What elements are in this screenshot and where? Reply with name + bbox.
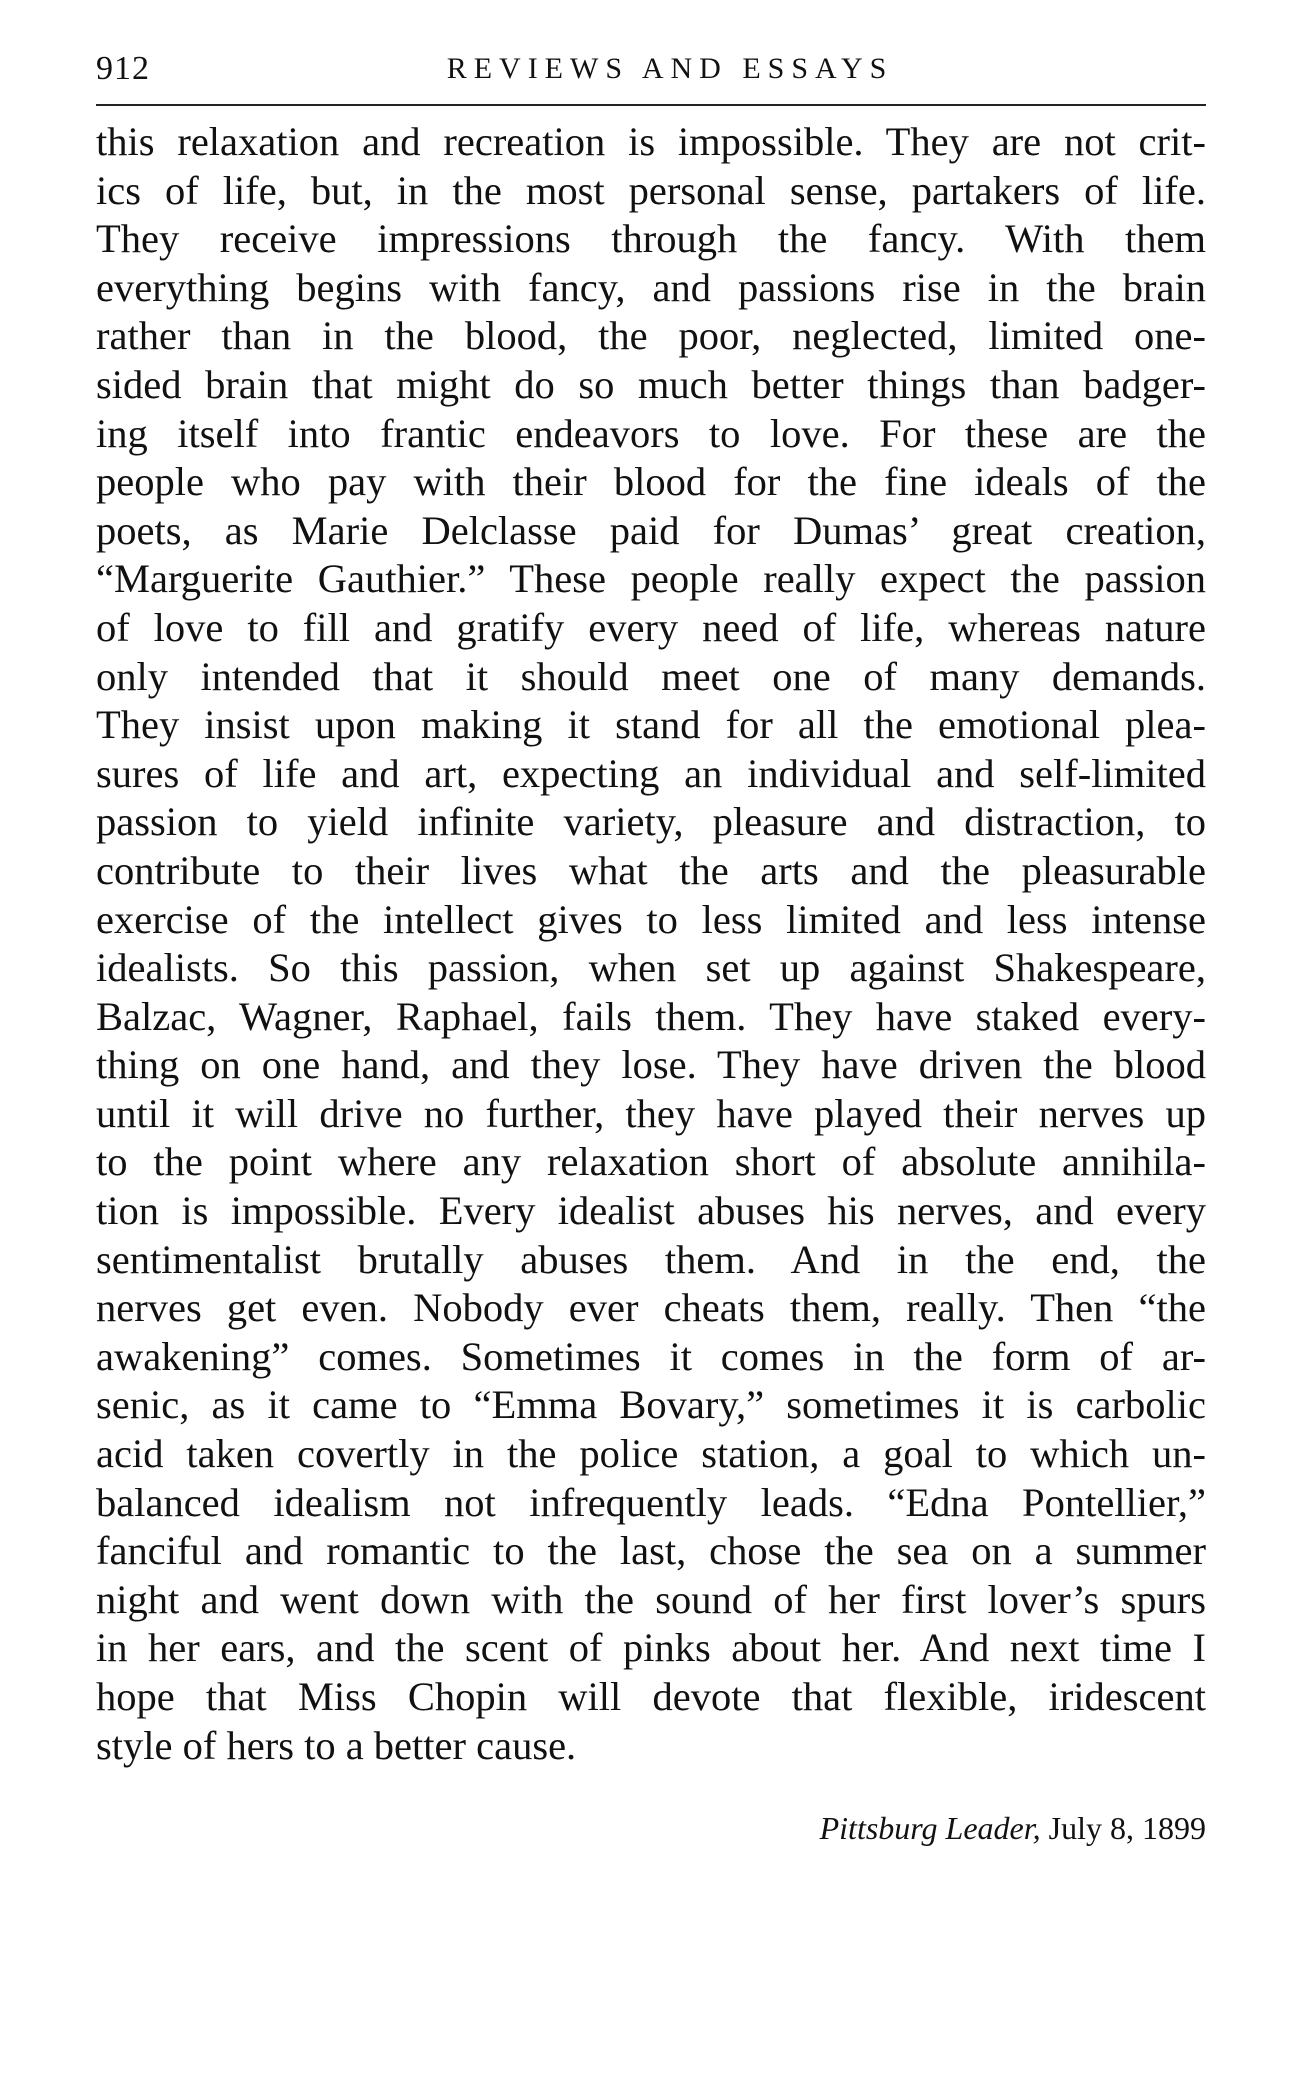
text-line: awakening” comes. Sometimes it comes in the form of ar- [96, 1333, 1206, 1379]
text-line: only intended that it should meet one of many demands. [96, 653, 1206, 699]
source-date: July 8, 1899 [1040, 1810, 1206, 1846]
text-line: of love to fill and gratify every need of life, whereas nature [96, 604, 1206, 650]
text-line: “Marguerite Gauthier.” These people really expect the passion [96, 556, 1206, 602]
text-line: exercise of the intellect gives to less limited and less intense [96, 896, 1206, 942]
text-line: rather than in the blood, the poor, neglected, limited one- [96, 313, 1206, 359]
text-line: sentimentalist brutally abuses them. And in the end, the [96, 1236, 1206, 1282]
text-line: people who pay with their blood for the fine ideals of the [96, 459, 1206, 505]
page-number: 912 [96, 50, 150, 87]
text-line: hope that Miss Chopin will devote that flexible, iridescent [96, 1674, 1206, 1719]
source-citation [820, 1810, 1206, 1847]
text-line: to the point where any relaxation short of absolute annihila- [96, 1139, 1206, 1185]
text-line: ics of life, but, in the most personal sense, partakers of life. [96, 167, 1206, 213]
text-line: poets, as Marie Delclasse paid for Dumas’ great creation, [96, 507, 1206, 553]
text-line: fanciful and romantic to the last, chose the sea on a summer [96, 1528, 1206, 1574]
text-line: contribute to their lives what the arts and the pleasurable [96, 847, 1206, 893]
text-line: Balzac, Wagner, Raphael, fails them. They have staked every- [96, 993, 1206, 1039]
text-line: until it will drive no further, they have played their nerves up [96, 1090, 1206, 1136]
body-text [96, 118, 1206, 1770]
text-line: balanced idealism not infrequently leads. “Edna Pontellier,” [96, 1479, 1206, 1525]
text-line: ing itself into frantic endeavors to love. For these are the [96, 410, 1206, 456]
text-line: sided brain that might do so much better things than badger- [96, 361, 1206, 407]
text-line: They receive impressions through the fancy. With them [96, 216, 1206, 262]
text-line: senic, as it came to “Emma Bovary,” sometimes it is carbolic [96, 1382, 1206, 1428]
text-line: this relaxation and recreation is impossible. They are not crit- [96, 119, 1206, 164]
text-line: everything begins with fancy, and passions rise in the brain [96, 264, 1206, 310]
text-line: acid taken covertly in the police station, a goal to which un- [96, 1431, 1206, 1477]
text-line: style of hers to a better cause. [96, 1722, 577, 1768]
text-line: idealists. So this passion, when set up against Shakespeare, [96, 945, 1206, 991]
text-line: They insist upon making it stand for all the emotional plea- [96, 702, 1206, 748]
text-line: in her ears, and the scent of pinks about her. And next time I [96, 1625, 1206, 1671]
text-line: passion to yield infinite variety, pleasure and distraction, to [96, 799, 1206, 845]
text-line: tion is impossible. Every idealist abuses his nerves, and every [96, 1188, 1206, 1234]
running-head: REVIEWS AND ESSAYS [446, 52, 894, 85]
text-line: thing on one hand, and they lose. They have driven the blood [96, 1042, 1206, 1088]
text-line: nerves get even. Nobody ever cheats them, really. Then “the [96, 1285, 1206, 1331]
text-line: sures of life and art, expecting an individual and self-limited [96, 750, 1206, 796]
source-journal: Pittsburg Leader, [819, 1810, 1041, 1846]
text-line: night and went down with the sound of her first lover’s spurs [96, 1576, 1206, 1622]
header-rule [96, 104, 1206, 106]
